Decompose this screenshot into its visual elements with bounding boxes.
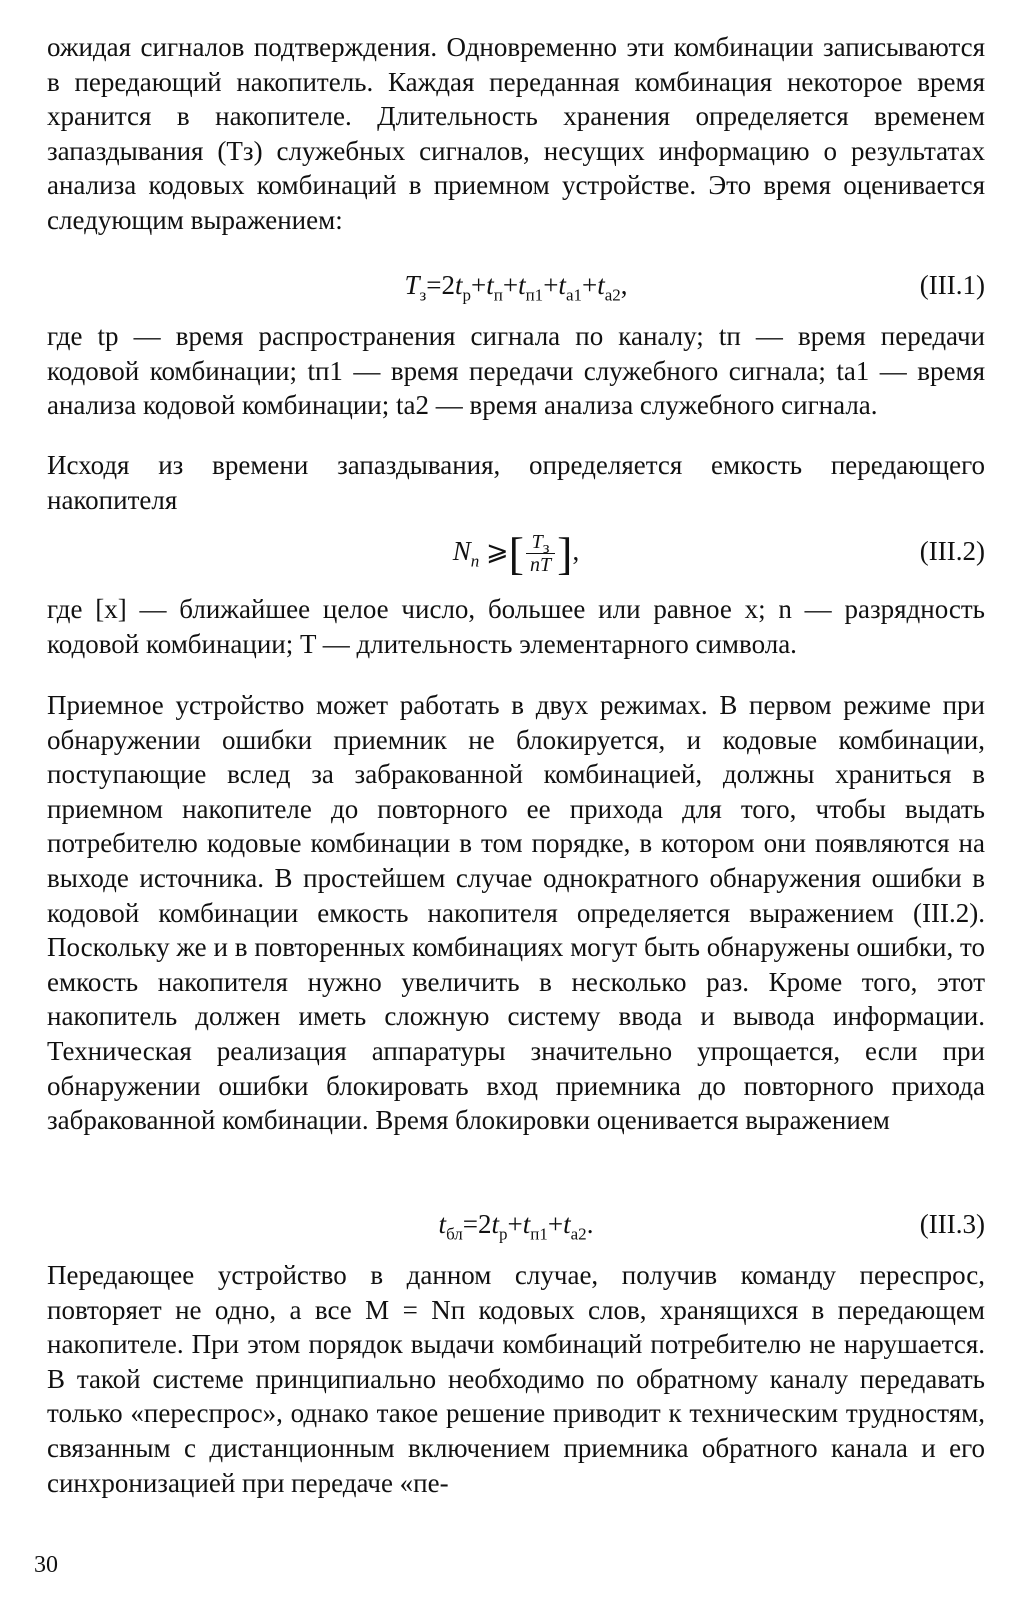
formula-iii-1-number: (III.1)	[919, 270, 985, 300]
formula-iii-1	[47, 265, 985, 305]
paragraph-3: Исходя из времени запаздывания, определяется емкость передающего накопителя	[47, 450, 985, 515]
formula-iii-2-number: (III.2)	[919, 536, 985, 566]
paragraph-6: Передающее устройство в данном случае, получив команду переспрос, повторяет не одно, а все M = Nп кодовых слов, хранящихся в передающем накопителе. При этом порядок выдачи комбинаций потребителю не нарушается. В такой системе принципиально необходимо по обратному каналу передавать только «переспрос», однако такое решение приводит к техническим трудностям, связанным с дистанционным включением приемника обратного канала и его синхронизацией при передаче «пе-	[47, 1260, 985, 1498]
formula-iii-3-expression: $t_{бл}=2t_р+t_{п1}+t_{а2}$.	[438, 1209, 594, 1244]
formula-iii-2	[47, 527, 985, 579]
paragraph-4: где [x] — ближайшее целое число, большее или равное x; n — разрядность кодовой комбинации; T — длительность элементарного символа.	[47, 594, 985, 659]
formula-iii-2-expression: $N_n$ ⩾[ $\frac{T_з}{nT}$ ],	[452, 527, 580, 579]
formula-iii-3	[47, 1204, 985, 1244]
paragraph-2: где tр — время распространения сигнала по каналу; tп — время передачи кодовой комбинации; tп1 — время передачи служебного сигнала; tа1 — время анализа кодовой комбинации; tа2 — время анализа служебного сигнала.	[47, 321, 985, 421]
paragraph-1: ожидая сигналов подтверждения. Одновременно эти комбинации записываются в передающий накопитель. Каждая переданная комбинация некоторое время хранится в накопителе. Длительность хранения определяется временем запаздывания (Tз) служебных сигналов, несущих информацию о результатах анализа кодовых комбинаций в приемном устройстве. Это время оценивается следующим выражением:	[47, 32, 985, 235]
formula-iii-1-expression: $T_з=2t_р+t_п+t_{п1}+t_{а1}+t_{а2}$,	[404, 270, 628, 305]
formula-iii-3-number: (III.3)	[919, 1209, 985, 1239]
paragraph-5: Приемное устройство может работать в двух режимах. В первом режиме при обнаружении ошибки приемник не блокируется, и кодовые комбинации, поступающие вслед за забракованной комбинацией, должны храниться в приемном накопителе до повторного ее прихода для того, чтобы выдать потребителю кодовые комбинации в том порядке, в котором они появляются на выходе источника. В простейшем случае однократного обнаружения ошибки в кодовой комбинации емкость накопителя определяется выражением (III.2). Поскольку же и в повторенных комбинациях могут быть обнаружены ошибки, то емкость накопителя нужно увеличить в несколько раз. Кроме того, этот накопитель должен иметь сложную систему ввода и вывода информации. Техническая реализация аппаратуры значительно упрощается, если при обнаружении ошибки блокировать вход приемника до повторного прихода забракованной комбинации. Время блокировки оценивается выражением	[47, 690, 985, 1136]
page-number: 30	[34, 1552, 58, 1578]
fraction: $\frac{T_з}{nT}$	[526, 531, 555, 576]
